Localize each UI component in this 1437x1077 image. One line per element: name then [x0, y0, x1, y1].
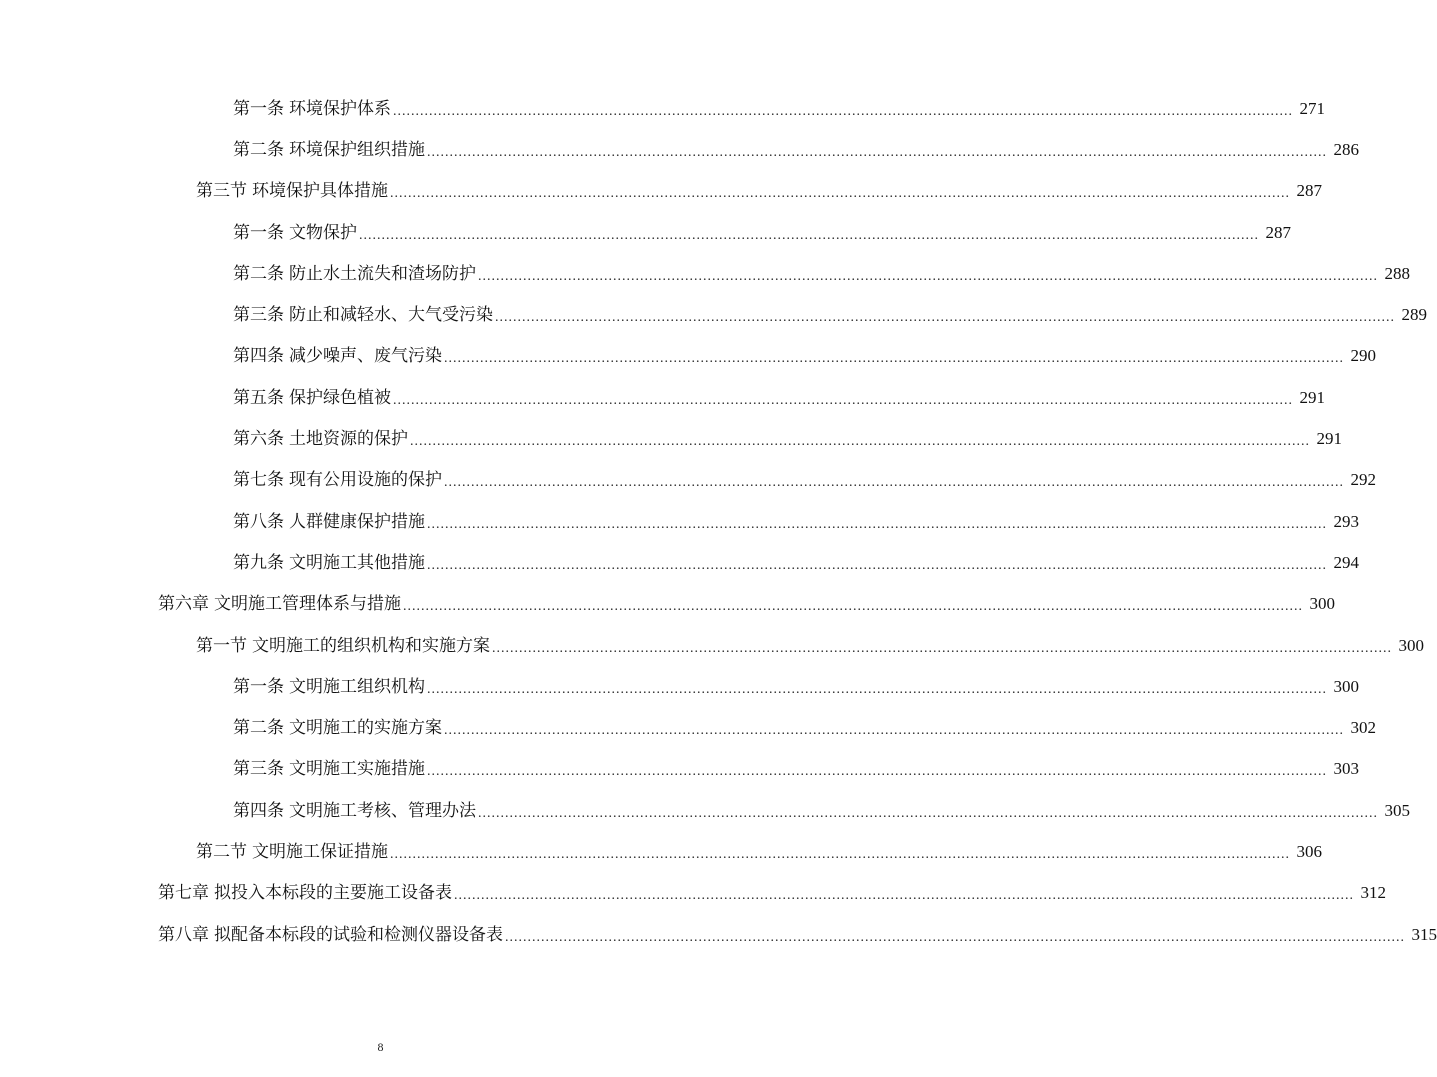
toc-leader-dots: ........................................................................................................................................................................................................ [427, 144, 1327, 160]
toc-entry[interactable] [0, 831, 1322, 872]
toc-entry-page: 291 [1299, 387, 1325, 407]
toc-entry-page: 305 [1384, 800, 1410, 820]
toc-leader-dots: ........................................................................................................................................................................................................ [478, 805, 1378, 821]
toc-entry-number: 第四条 [233, 346, 284, 367]
toc-entry[interactable] [0, 666, 1359, 707]
toc-entry[interactable] [0, 88, 1325, 129]
toc-entry-number: 第三条 [233, 759, 284, 780]
toc-entry-text: 文明施工的组织机构和实施方案 [252, 635, 490, 656]
toc-entry-title [233, 263, 476, 285]
toc-entry-title [233, 428, 408, 450]
toc-entry-text: 文明施工实施措施 [289, 759, 425, 780]
toc-leader-dots: ........................................................................................................................................................................................................ [444, 723, 1344, 739]
toc-leader-dots: ........................................................................................................................................................................................................ [393, 392, 1293, 408]
toc-entry[interactable] [0, 253, 1410, 294]
toc-entry[interactable] [0, 460, 1376, 501]
toc-entry-page: 300 [1398, 635, 1424, 655]
toc-entry-title [158, 882, 452, 904]
toc-entry[interactable] [0, 418, 1342, 459]
toc-entry-text: 人群健康保护措施 [289, 511, 425, 532]
toc-leader-dots: ........................................................................................................................................................................................................ [410, 434, 1310, 450]
toc-entry-text: 文明施工的实施方案 [289, 718, 442, 739]
toc-entry[interactable] [0, 749, 1359, 790]
table-of-contents [0, 88, 1437, 955]
toc-entry-text: 环境保护具体措施 [252, 181, 388, 202]
toc-entry-text: 文明施工考核、管理办法 [289, 800, 476, 821]
toc-entry-page: 289 [1401, 305, 1427, 325]
toc-entry-number: 第三节 [196, 181, 247, 202]
toc-leader-dots: ........................................................................................................................................................................................................ [359, 227, 1259, 243]
toc-leader-dots: ........................................................................................................................................................................................................ [444, 475, 1344, 491]
toc-entry-title [158, 924, 503, 946]
toc-entry-number: 第七条 [233, 470, 284, 491]
toc-entry[interactable] [0, 501, 1359, 542]
toc-entry-title [233, 139, 425, 161]
toc-leader-dots: ........................................................................................................................................................................................................ [454, 888, 1354, 904]
toc-leader-dots: ........................................................................................................................................................................................................ [427, 557, 1327, 573]
toc-entry-text: 保护绿色植被 [289, 387, 391, 408]
toc-leader-dots: ........................................................................................................................................................................................................ [390, 186, 1290, 202]
toc-entry-title [233, 222, 357, 244]
toc-entry[interactable] [0, 171, 1322, 212]
toc-leader-dots: ........................................................................................................................................................................................................ [495, 310, 1395, 326]
toc-entry-number: 第六条 [233, 429, 284, 450]
toc-leader-dots: ........................................................................................................................................................................................................ [403, 599, 1303, 615]
toc-entry-page: 312 [1360, 883, 1386, 903]
toc-entry-number: 第三条 [233, 305, 284, 326]
toc-entry[interactable] [0, 873, 1386, 914]
toc-entry-text: 减少噪声、废气污染 [289, 346, 442, 367]
toc-entry-text: 拟投入本标段的主要施工设备表 [214, 883, 452, 904]
toc-leader-dots: ........................................................................................................................................................................................................ [427, 681, 1327, 697]
toc-entry-page: 300 [1333, 676, 1359, 696]
toc-entry-page: 287 [1265, 222, 1291, 242]
toc-leader-dots: ........................................................................................................................................................................................................ [444, 351, 1344, 367]
toc-entry-title [233, 800, 476, 822]
toc-entry-page: 292 [1350, 470, 1376, 490]
toc-entry-number: 第八章 [158, 924, 209, 945]
toc-leader-dots: ........................................................................................................................................................................................................ [390, 846, 1290, 862]
toc-entry-text: 防止水土流失和渣场防护 [289, 263, 476, 284]
toc-entry[interactable] [0, 542, 1359, 583]
toc-entry-page: 271 [1299, 98, 1325, 118]
toc-entry-text: 文物保护 [289, 222, 357, 243]
toc-entry-number: 第一条 [233, 676, 284, 697]
toc-entry[interactable] [0, 625, 1424, 666]
toc-entry[interactable] [0, 914, 1437, 955]
toc-entry-number: 第九条 [233, 552, 284, 573]
toc-entry-text: 现有公用设施的保护 [289, 470, 442, 491]
toc-entry-page: 302 [1350, 718, 1376, 738]
toc-entry-text: 环境保护组织措施 [289, 139, 425, 160]
toc-entry-title [196, 841, 388, 863]
toc-entry-page: 315 [1411, 924, 1437, 944]
toc-entry-title [233, 469, 442, 491]
toc-entry-number: 第五条 [233, 387, 284, 408]
toc-entry-title [233, 676, 425, 698]
toc-leader-dots: ........................................................................................................................................................................................................ [427, 516, 1327, 532]
toc-entry-title [233, 304, 493, 326]
toc-entry-page: 294 [1333, 552, 1359, 572]
toc-entry-text: 土地资源的保护 [289, 429, 408, 450]
toc-entry-number: 第四条 [233, 800, 284, 821]
toc-entry-page: 293 [1333, 511, 1359, 531]
toc-entry-text: 文明施工管理体系与措施 [214, 594, 401, 615]
toc-entry[interactable] [0, 212, 1291, 253]
toc-entry-title [233, 511, 425, 533]
toc-entry-title [158, 593, 401, 615]
toc-leader-dots: ........................................................................................................................................................................................................ [478, 268, 1378, 284]
toc-entry-number: 第二节 [196, 841, 247, 862]
toc-entry-text: 文明施工其他措施 [289, 552, 425, 573]
toc-entry-title [196, 635, 490, 657]
toc-leader-dots: ........................................................................................................................................................................................................ [393, 103, 1293, 119]
page-number: 8 [377, 1040, 384, 1054]
toc-entry[interactable] [0, 377, 1325, 418]
toc-entry-title [233, 758, 425, 780]
toc-entry-text: 文明施工组织机构 [289, 676, 425, 697]
toc-entry[interactable] [0, 294, 1427, 335]
toc-entry-page: 303 [1333, 759, 1359, 779]
toc-entry[interactable] [0, 336, 1376, 377]
toc-leader-dots: ........................................................................................................................................................................................................ [505, 929, 1405, 945]
toc-entry-page: 290 [1350, 346, 1376, 366]
toc-entry-number: 第一条 [233, 222, 284, 243]
toc-entry-page: 306 [1296, 841, 1322, 861]
toc-entry-number: 第八条 [233, 511, 284, 532]
toc-entry-page: 300 [1309, 594, 1335, 614]
toc-entry-title [233, 345, 442, 367]
toc-entry-number: 第六章 [158, 594, 209, 615]
toc-entry-text: 环境保护体系 [289, 98, 391, 119]
toc-entry-text: 防止和减轻水、大气受污染 [289, 305, 493, 326]
toc-entry-number: 第二条 [233, 139, 284, 160]
toc-leader-dots: ........................................................................................................................................................................................................ [492, 640, 1392, 656]
toc-entry-title [196, 180, 388, 202]
toc-entry-page: 291 [1316, 429, 1342, 449]
toc-entry-number: 第一节 [196, 635, 247, 656]
toc-entry-text: 拟配备本标段的试验和检测仪器设备表 [214, 924, 503, 945]
toc-entry-page: 286 [1333, 139, 1359, 159]
toc-leader-dots: ........................................................................................................................................................................................................ [427, 764, 1327, 780]
toc-entry-page: 287 [1296, 181, 1322, 201]
toc-entry-page: 288 [1384, 263, 1410, 283]
toc-entry[interactable] [0, 707, 1376, 748]
toc-entry[interactable] [0, 584, 1335, 625]
toc-entry-title [233, 387, 391, 409]
toc-entry-number: 第二条 [233, 718, 284, 739]
toc-entry-title [233, 717, 442, 739]
toc-entry[interactable] [0, 129, 1359, 170]
toc-entry-title [233, 98, 391, 120]
toc-entry[interactable] [0, 790, 1410, 831]
toc-entry-number: 第一条 [233, 98, 284, 119]
toc-entry-number: 第七章 [158, 883, 209, 904]
toc-entry-text: 文明施工保证措施 [252, 841, 388, 862]
toc-entry-title [233, 552, 425, 574]
toc-entry-number: 第二条 [233, 263, 284, 284]
